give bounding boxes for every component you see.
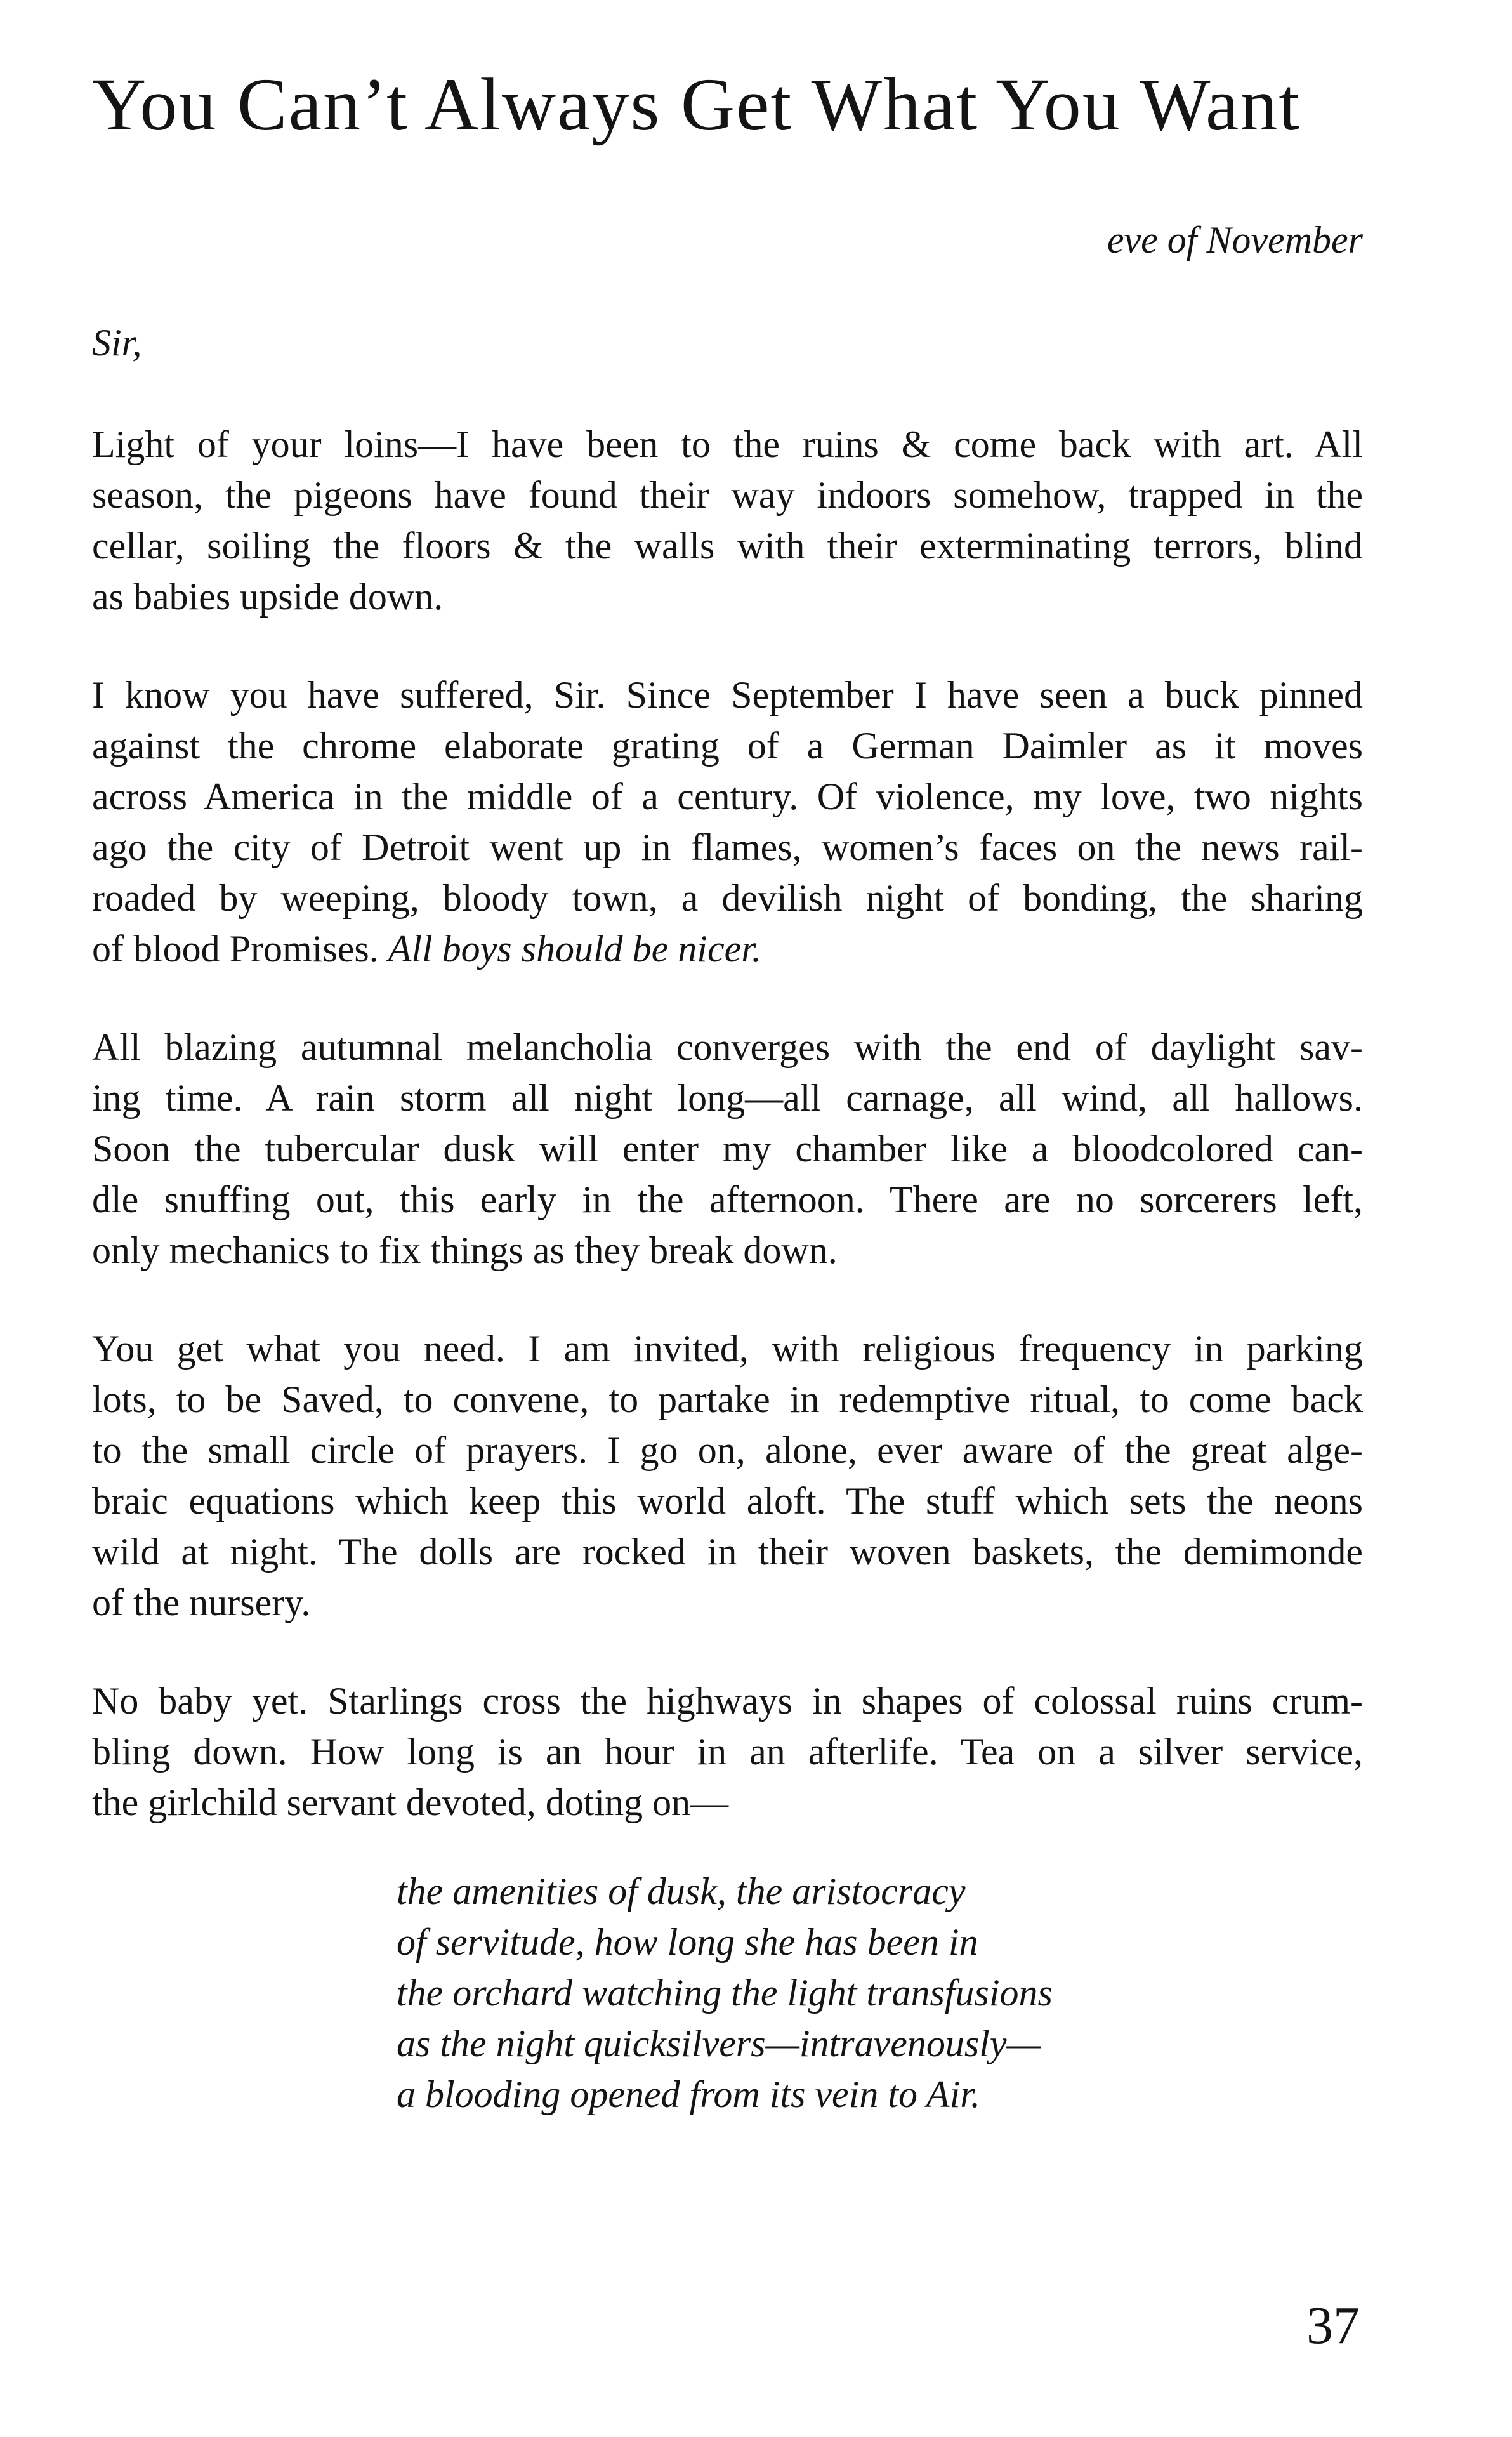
text-line: I know you have suffered, Sir. Since September I have seen a buck pinned (92, 674, 1363, 716)
paragraph-3 (92, 1022, 1363, 1276)
text-line: season, the pigeons have found their way indoors somehow, trapped in the (92, 474, 1363, 516)
verse-line: of servitude, how long she has been in (397, 1921, 978, 1963)
paragraph-5 (92, 1675, 1363, 1828)
text-line: bling down. How long is an hour in an afterlife. Tea on a silver service, (92, 1731, 1363, 1773)
text-line: roaded by weeping, bloody town, a devilish night of bonding, the sharing (92, 877, 1363, 919)
text-line: No baby yet. Starlings cross the highways in shapes of colossal ruins crum- (92, 1680, 1363, 1722)
text-line-roman: of blood Promises. (92, 928, 379, 970)
verse-line: the amenities of dusk, the aristocracy (397, 1870, 966, 1912)
text-line: wild at night. The dolls are rocked in their woven baskets, the demimonde (92, 1531, 1363, 1573)
verse-line: as the night quicksilvers—intravenously— (397, 2023, 1041, 2064)
verse-line: the orchard watching the light transfusions (397, 1972, 1053, 2014)
paragraph-4 (92, 1323, 1363, 1628)
salutation: Sir, (92, 322, 142, 364)
text-line: across America in the middle of a century. Of violence, my love, two nights (92, 776, 1363, 817)
text-line: You get what you need. I am invited, with religious frequency in parking (92, 1328, 1363, 1370)
text-line: only mechanics to fix things as they break down. (92, 1229, 838, 1271)
text-line: cellar, soiling the floors & the walls with their exterminating terrors, blind (92, 525, 1363, 567)
text-line: Light of your loins—I have been to the ruins & come back with art. All (92, 423, 1363, 465)
page-number: 37 (1306, 2296, 1360, 2355)
text-line: braic equations which keep this world aloft. The stuff which sets the neons (92, 1480, 1363, 1522)
text-line: the girlchild servant devoted, doting on— (92, 1781, 729, 1823)
dateline: eve of November (1107, 219, 1363, 261)
italic-phrase: All boys should be nicer. (388, 928, 761, 970)
text-line: All blazing autumnal melancholia converges with the end of daylight sav- (92, 1026, 1363, 1068)
text-line (92, 923, 1363, 974)
paragraph-1 (92, 419, 1363, 622)
text-line: to the small circle of prayers. I go on, alone, ever aware of the great alge- (92, 1429, 1363, 1471)
text-line: ing time. A rain storm all night long—all carnage, all wind, all hallows. (92, 1077, 1363, 1119)
page-title: You Can’t Always Get What You Want (92, 63, 1301, 146)
text-line: Soon the tubercular dusk will enter my chamber like a bloodcolored can- (92, 1128, 1363, 1170)
verse-block (397, 1866, 1053, 2120)
paragraph-2 (92, 670, 1363, 974)
text-line: ago the city of Detroit went up in flames, women’s faces on the news rail- (92, 826, 1363, 868)
verse-line: a blooding opened from its vein to Air. (397, 2073, 980, 2115)
text-line: lots, to be Saved, to convene, to partake in redemptive ritual, to come back (92, 1378, 1363, 1420)
text-line: against the chrome elaborate grating of a German Daimler as it moves (92, 725, 1363, 767)
text-line: of the nursery. (92, 1582, 311, 1623)
text-line: dle snuffing out, this early in the afternoon. There are no sorcerers left, (92, 1179, 1363, 1220)
text-line: as babies upside down. (92, 576, 444, 618)
